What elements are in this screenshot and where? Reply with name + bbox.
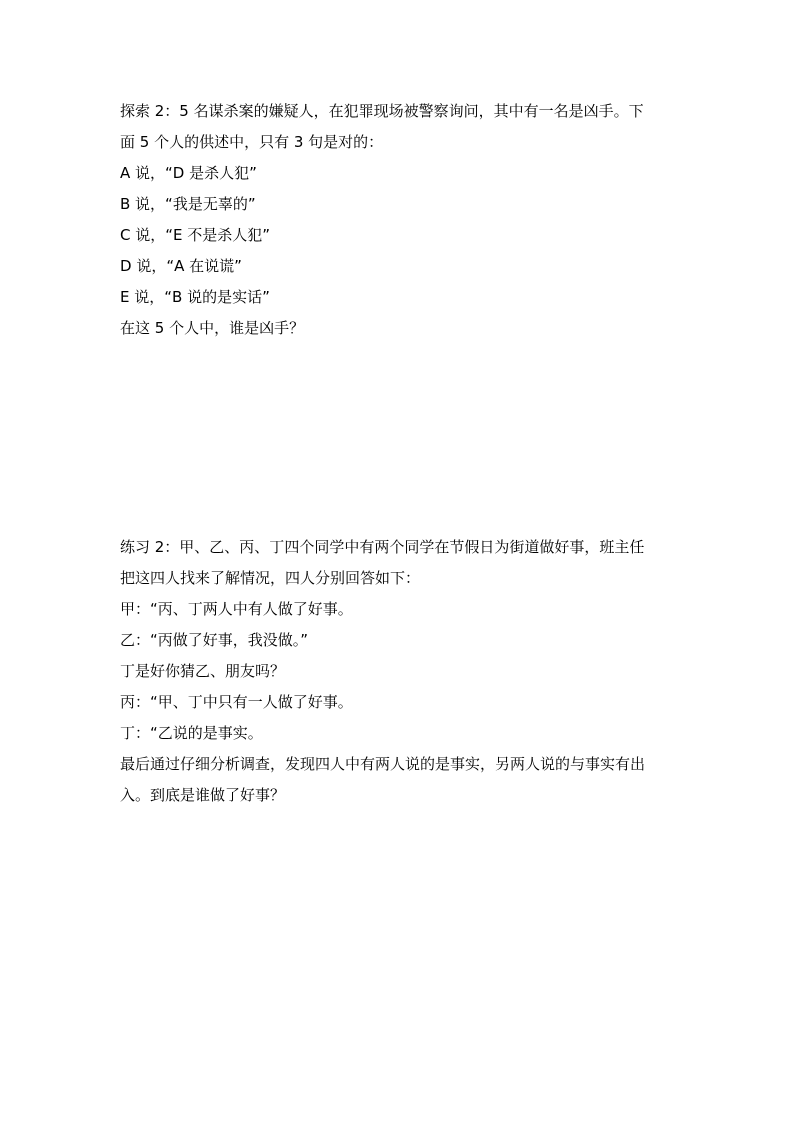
answer-ding: 丁：“乙说的是事实。 [120,724,263,742]
statement-b: B 说，“我是无辜的” [120,195,256,213]
statement-c: C 说，“E 不是杀人犯” [120,226,271,244]
statement-a: A 说，“D 是杀人犯” [120,164,257,182]
problem-question: 在这 5 个人中，谁是凶手？ [120,319,305,337]
answer-jia: 甲：“丙、丁两人中有人做了好事。 [120,600,353,618]
exercise-2-problem [120,532,680,811]
statement-d: D 说，“A 在说谎” [120,257,242,275]
problem-intro-line-2: 面 5 个人的供述中，只有 3 句是对的： [120,133,384,151]
statement-e: E 说，“B 说的是实话” [120,288,270,306]
answer-bing: 丙：“甲、丁中只有一人做了好事。 [120,693,353,711]
problem-intro-line-1: 探索 2：5 名谋杀案的嫌疑人，在犯罪现场被警察询问，其中有一名是凶手。下 [120,102,644,120]
stray-line: 丁是好你猜乙、朋友吗？ [120,662,286,680]
exploration-2-problem [120,96,680,344]
conclusion-question: 入。到底是谁做了好事？ [120,786,286,804]
exercise-intro-line-2: 把这四人找来了解情况，四人分别回答如下： [120,569,421,587]
conclusion-line-1: 最后通过仔细分析调查，发现四人中有两人说的是事实，另两人说的与事实有出 [120,755,646,773]
exercise-intro-line-1: 练习 2：甲、乙、丙、丁四个同学中有两个同学在节假日为街道做好事，班主任 [120,538,645,556]
answer-yi: 乙：“丙做了好事，我没做。” [120,631,309,649]
